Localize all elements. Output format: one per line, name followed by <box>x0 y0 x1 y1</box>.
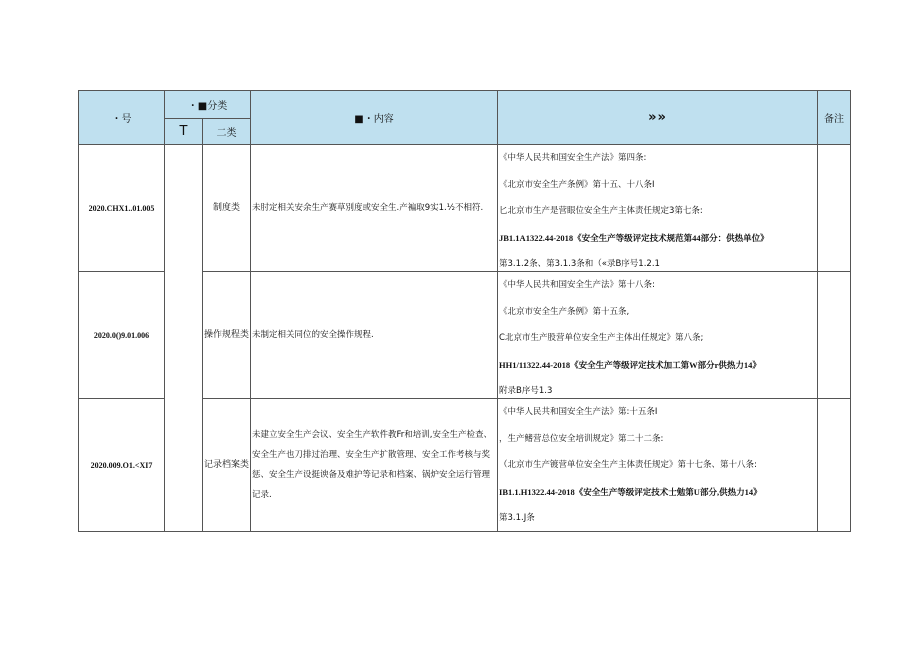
basis-line: 《中华人民共和国安全生产法》第四条: <box>499 153 647 163</box>
content-cell: 未制定相关同位的安全操作规程. <box>251 272 498 399</box>
header-category-1: T <box>165 119 203 145</box>
item-code: 2020.0()9.01.006 <box>79 272 165 399</box>
basis-line: 附录B序号1.3 <box>499 386 553 396</box>
basis-line: 第3.1.2条、第3.1.3条和（«录B序号1.2.1 <box>499 259 660 269</box>
header-content: ■・内容 <box>251 91 498 145</box>
basis-line: IB1.1.H1322.44-2018《安全生产等级评定技术士勉第U部分,供热力14》 <box>499 486 762 497</box>
header-basis: »» <box>498 91 818 145</box>
basis-line: 《北京市安全生产条例》第十五、十八条I <box>499 179 655 190</box>
category-1-cell <box>165 145 203 532</box>
basis-line: JB1.1A1322.44-2018《安全生产等级评定技术规范第44部分：供热单位》 <box>499 232 769 243</box>
remark-cell <box>818 145 851 272</box>
inspection-table <box>78 90 851 532</box>
basis-cell <box>498 399 818 532</box>
remark-cell <box>818 399 851 532</box>
header-category: ・■分类 <box>165 91 251 119</box>
basis-line: ，生产鳍营总位安全培训规定》第二十二条: <box>499 433 664 444</box>
basis-cell <box>498 145 818 272</box>
basis-cell <box>498 272 818 399</box>
basis-line: HH1/11322.44-2018《安全生产等级评定技术加工第W部分r供热力14》 <box>499 359 761 370</box>
remark-cell <box>818 272 851 399</box>
header-category-2: 二类 <box>203 119 251 145</box>
content-cell: 未建立安全生产会议、安全生产软件教Fr和培训,安全生产检查、安全生产也刀排过治理、安全生产扩散管理、安全工作考核与奖惩、安全生产设挺谀备及难护等记录和档案、锅炉安全运行管理记录. <box>251 399 498 532</box>
basis-line: （北京市生产镀营单位安全生产主体责任规定》第十七条、第十八条: <box>499 460 757 470</box>
item-code: 2020.CHX1..01.005 <box>79 145 165 272</box>
basis-line: 《中华人民共和国安全生产法》第十八条: <box>499 280 655 290</box>
basis-line: 《北京市安全生产条例》第十五条, <box>499 306 630 317</box>
content-cell: 未肘定相关安余生产赛草別度或安全生.产褊取9实1.½不相符. <box>251 145 498 272</box>
category-2-cell: 制度类 <box>203 145 251 272</box>
basis-line: 《中华人民共和国安全生产法》第:十五条I <box>499 407 658 417</box>
category-2-cell: 记录档案类 <box>203 399 251 532</box>
table-row <box>79 145 851 272</box>
category-2-cell: 操作规程类 <box>203 272 251 399</box>
basis-line: C北京市生产股营单位安全生产主体出任规定》第八条; <box>499 333 704 343</box>
item-code: 2020.009.O1.<XI7 <box>79 399 165 532</box>
basis-line: 第3.1.J条 <box>499 513 535 523</box>
header-number: ・号 <box>79 91 165 145</box>
header-remark: 备注 <box>818 91 851 145</box>
basis-line: 匕北京市生产是营眼位安全生产主体责任规定3第七条: <box>499 206 703 216</box>
